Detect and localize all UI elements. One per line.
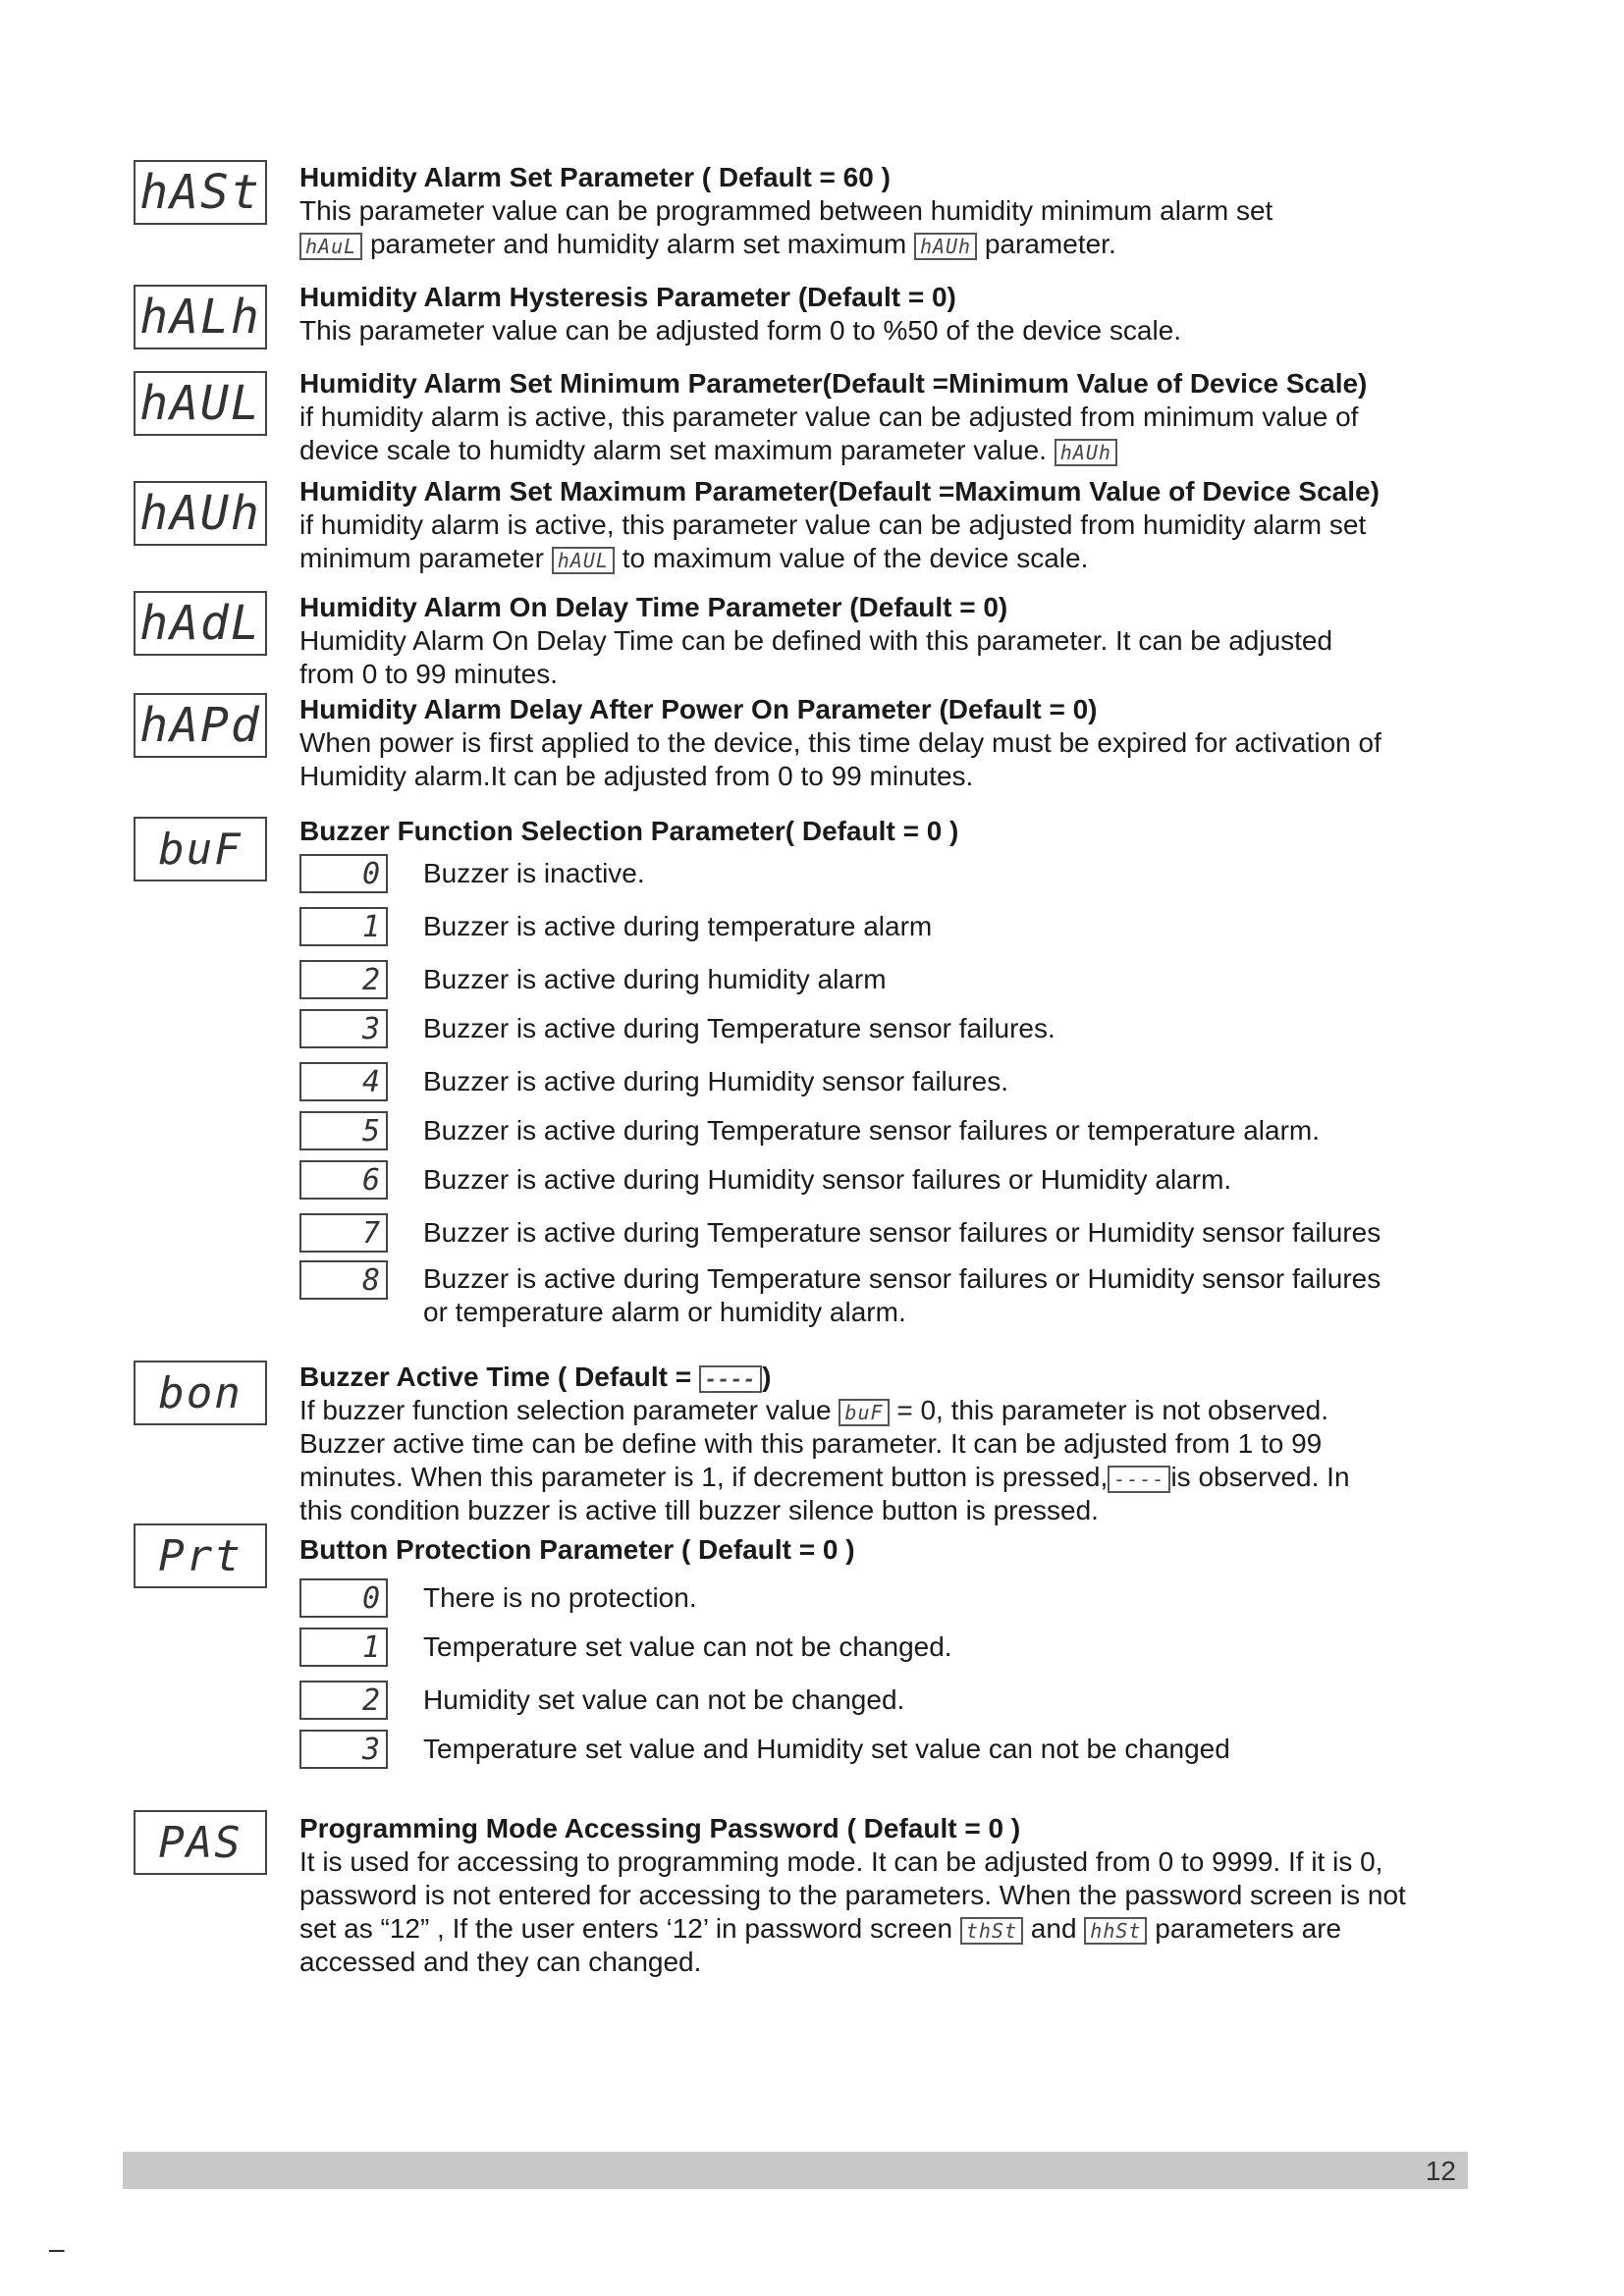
- option-lcd: 2: [299, 1681, 388, 1720]
- param-title-default: ( Default = 0 ): [846, 1813, 1021, 1843]
- prt-title-block: [299, 1533, 1527, 1567]
- mini-lcd: hAuL: [299, 233, 362, 260]
- param-title: Humidity Alarm Hysteresis Parameter (Default = 0): [299, 282, 956, 312]
- buzzer-option: [299, 852, 645, 895]
- param-title-text: Programming Mode Accessing Password: [299, 1813, 839, 1843]
- param-text: to maximum value of the device scale.: [622, 543, 1089, 573]
- buzzer-option: [299, 1060, 1008, 1103]
- option-text: Buzzer is active during Temperature sensor failures or temperature alarm.: [423, 1115, 1320, 1146]
- option-text: Buzzer is inactive.: [423, 858, 645, 888]
- param-line: [299, 1394, 1527, 1427]
- param-title: Humidity Alarm Set Maximum Parameter(Default =Maximum Value of Device Scale): [299, 476, 1380, 507]
- buzzer-option: [299, 1211, 1380, 1255]
- param-line: [299, 434, 1527, 467]
- option-lcd: 8: [299, 1260, 388, 1300]
- option-text: [423, 1262, 1380, 1329]
- buzzer-option: [299, 958, 887, 1001]
- param-title: [299, 1361, 1527, 1394]
- param-title: [299, 1812, 1527, 1845]
- param-text: = 0, this parameter is not observed.: [896, 1395, 1328, 1425]
- buzzer-option: [299, 905, 932, 948]
- option-text: Buzzer is active during temperature alarm: [423, 911, 933, 941]
- option-lcd: 2: [299, 960, 388, 999]
- lcd-hAPd: hAPd: [134, 693, 267, 758]
- param-text: and: [1030, 1913, 1077, 1944]
- param-hASt: [299, 161, 1527, 261]
- mini-lcd: ----: [699, 1365, 762, 1393]
- param-title-close: ): [762, 1362, 772, 1392]
- param-line: [299, 1912, 1527, 1946]
- buzzer-option: [299, 1260, 1380, 1329]
- option-lcd: 1: [299, 1628, 388, 1667]
- option-text: Buzzer is active during humidity alarm: [423, 964, 887, 994]
- option-text: There is no protection.: [423, 1582, 697, 1613]
- lcd-buF: buF: [134, 817, 267, 881]
- param-text: device scale to humidty alarm set maximum parameter value.: [299, 435, 1047, 465]
- page-number: 12: [1425, 2156, 1456, 2186]
- param-title-text: Buzzer Active Time ( Default =: [299, 1362, 692, 1392]
- option-text: Humidity set value can not be changed.: [423, 1684, 905, 1715]
- param-line: [299, 228, 1527, 261]
- param-title: Humidity Alarm On Delay Time Parameter (Default = 0): [299, 592, 1008, 622]
- param-text: parameter and humidity alarm set maximum: [369, 229, 907, 259]
- param-title: Humidity Alarm Set Parameter ( Default = 60 ): [299, 162, 891, 192]
- param-hAPd: [299, 693, 1527, 793]
- footer-bar: [123, 2152, 1468, 2189]
- option-text: Buzzer is active during Humidity sensor failures or Humidity alarm.: [423, 1164, 1232, 1195]
- buzzer-option: [299, 1007, 1056, 1050]
- mini-lcd: hAUL: [552, 547, 615, 574]
- param-text: set as “12” , If the user enters ‘12’ in password screen: [299, 1913, 953, 1944]
- mini-lcd: hAUh: [1055, 439, 1117, 466]
- option-text: Temperature set value and Humidity set value can not be changed: [423, 1734, 1230, 1764]
- param-line: This parameter value can be adjusted form 0 to %50 of the device scale.: [299, 315, 1182, 346]
- param-line: accessed and they can changed.: [299, 1947, 702, 1977]
- param-line: this condition buzzer is active till buzzer silence button is pressed.: [299, 1495, 1099, 1525]
- param-title: Humidity Alarm Delay After Power On Parameter (Default = 0): [299, 694, 1098, 724]
- mini-lcd: thSt: [960, 1917, 1023, 1945]
- mini-lcd: buF: [839, 1399, 889, 1426]
- param-text: If buzzer function selection parameter value: [299, 1395, 832, 1425]
- buzzer-option: [299, 1158, 1231, 1201]
- param-text: is observed. In: [1170, 1462, 1350, 1492]
- param-line: if humidity alarm is active, this parameter value can be adjusted from minimum value of: [299, 401, 1359, 432]
- mini-lcd: hhSt: [1084, 1917, 1147, 1945]
- param-line: Buzzer active time can be define with this parameter. It can be adjusted from 1 to 99: [299, 1428, 1323, 1459]
- option-lcd: 1: [299, 907, 388, 946]
- lcd-hAUh: hAUh: [134, 481, 267, 546]
- lcd-PAS: PAS: [134, 1810, 267, 1875]
- param-hAdL: [299, 591, 1527, 691]
- param-line: password is not entered for accessing to the parameters. When the password screen is not: [299, 1880, 1406, 1910]
- mini-lcd: hAUh: [914, 233, 977, 260]
- lcd-hASt: hASt: [134, 160, 267, 225]
- option-text-line: Buzzer is active during Temperature sensor failures or Humidity sensor failures: [423, 1263, 1381, 1294]
- option-text: Buzzer is active during Temperature sensor failures or Humidity sensor failures: [423, 1217, 1381, 1248]
- prt-title: Button Protection Parameter ( Default = 0 ): [299, 1534, 855, 1565]
- param-text: parameters are: [1155, 1913, 1342, 1944]
- param-title: Humidity Alarm Set Minimum Parameter(Default =Minimum Value of Device Scale): [299, 368, 1368, 399]
- lcd-hALh: hALh: [134, 285, 267, 349]
- param-hAUL: [299, 367, 1527, 467]
- prt-option: [299, 1576, 697, 1620]
- buzzer-option: [299, 1109, 1320, 1152]
- prt-option: [299, 1626, 952, 1669]
- option-lcd: 3: [299, 1009, 388, 1048]
- option-text-line: or temperature alarm or humidity alarm.: [423, 1297, 906, 1327]
- param-line: [299, 1461, 1527, 1494]
- mini-lcd: ----: [1108, 1466, 1170, 1493]
- param-line: This parameter value can be programmed between humidity minimum alarm set: [299, 195, 1273, 226]
- prt-option: [299, 1728, 1230, 1771]
- param-text: minutes. When this parameter is 1, if decrement button is pressed,: [299, 1462, 1109, 1492]
- option-lcd: 3: [299, 1730, 388, 1769]
- param-bon: [299, 1361, 1527, 1527]
- param-line: from 0 to 99 minutes.: [299, 659, 559, 689]
- param-text: parameter.: [984, 229, 1116, 259]
- param-line: Humidity Alarm On Delay Time can be defined with this parameter. It can be adjusted: [299, 625, 1333, 656]
- param-hALh: [299, 281, 1527, 347]
- param-line: Humidity alarm.It can be adjusted from 0 to 99 minutes.: [299, 761, 974, 791]
- option-text: Buzzer is active during Humidity sensor failures.: [423, 1066, 1009, 1096]
- option-text: Temperature set value can not be changed.: [423, 1631, 952, 1662]
- buzzer-title: Buzzer Function Selection Parameter( Default = 0 ): [299, 816, 959, 846]
- param-hAUh: [299, 475, 1527, 575]
- param-line: if humidity alarm is active, this parameter value can be adjusted from humidity alarm set: [299, 509, 1367, 540]
- param-line: It is used for accessing to programming mode. It can be adjusted from 0 to 9999. If it is 0,: [299, 1846, 1383, 1877]
- option-lcd: 0: [299, 1578, 388, 1618]
- lcd-hAUL: hAUL: [134, 371, 267, 436]
- param-line: When power is first applied to the device, this time delay must be expired for activation of: [299, 727, 1381, 758]
- param-line: [299, 542, 1527, 575]
- lcd-bon: bon: [134, 1361, 267, 1425]
- margin-dash: –: [49, 2233, 65, 2264]
- option-lcd: 0: [299, 854, 388, 893]
- option-lcd: 7: [299, 1213, 388, 1253]
- lcd-Prt: Prt: [134, 1523, 267, 1588]
- param-text: minimum parameter: [299, 543, 544, 573]
- prt-option: [299, 1679, 904, 1722]
- lcd-hAdL: hAdL: [134, 591, 267, 656]
- option-lcd: 5: [299, 1111, 388, 1150]
- buzzer-title-block: [299, 815, 1527, 848]
- option-lcd: 6: [299, 1160, 388, 1200]
- param-PAS: [299, 1812, 1527, 1979]
- option-lcd: 4: [299, 1062, 388, 1101]
- option-text: Buzzer is active during Temperature sensor failures.: [423, 1013, 1056, 1043]
